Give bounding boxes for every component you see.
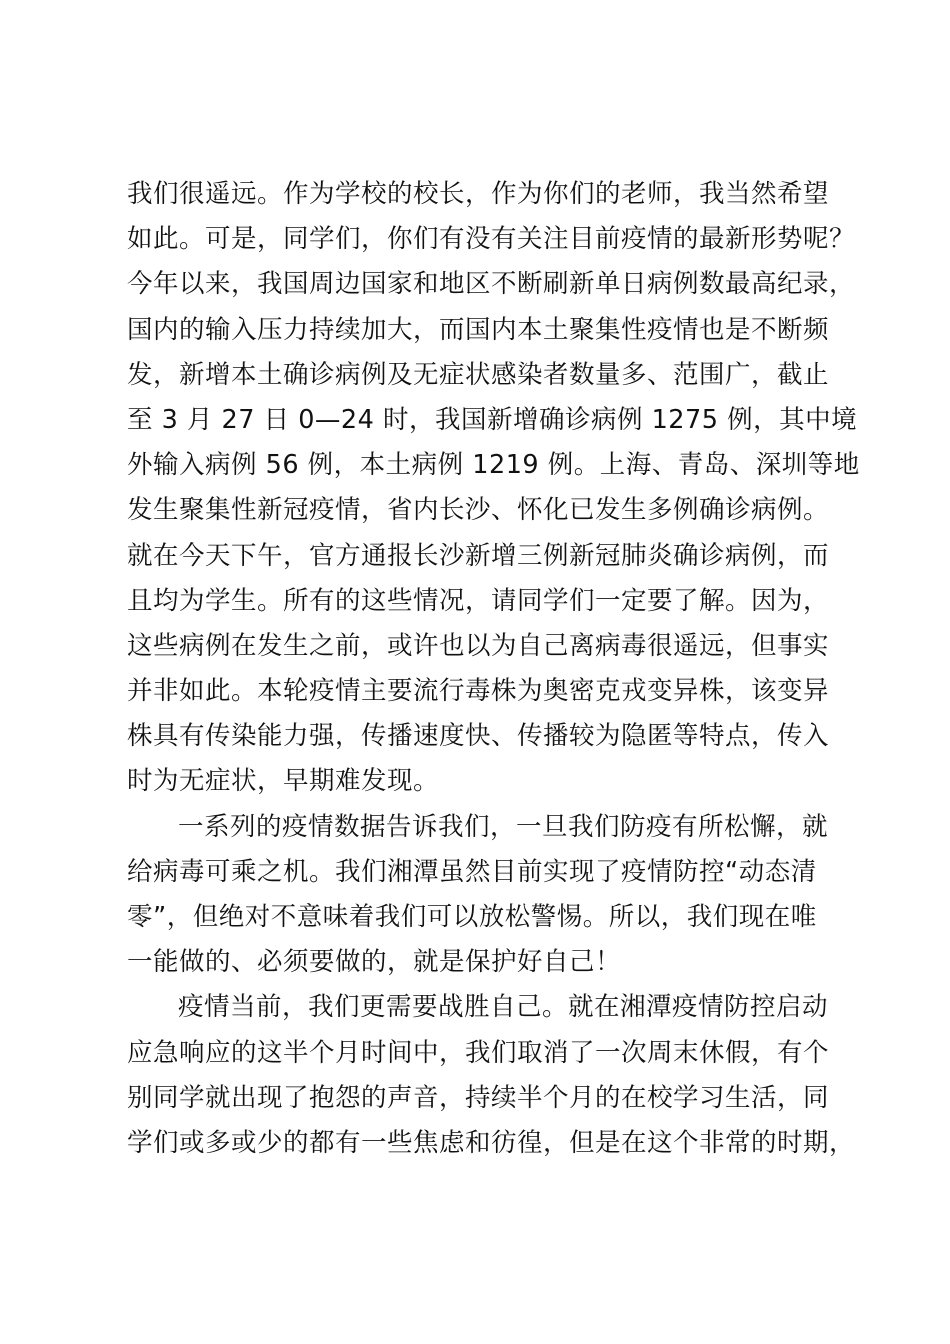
text-line: 且均为学生。所有的这些情况，请同学们一定要了解。因为， [127,585,830,616]
text-line: 我们很遥远。作为学校的校长，作为你们的老师，我当然希望 [127,179,830,209]
text-line: 今年以来，我国周边国家和地区不断刷新单日病例数最高纪录， [127,269,856,300]
text-line: 外输入病例 56 例，本土病例 1219 例。上海、青岛、深圳等地 [127,450,860,481]
text-line: 并非如此。本轮疫情主要流行毒株为奥密克戎变异株，该变异 [127,676,830,707]
text-line: 应急响应的这半个月时间中，我们取消了一次周末休假，有个 [127,1037,830,1068]
text-line: 就在今天下午，官方通报长沙新增三例新冠肺炎确诊病例，而 [127,540,830,571]
text-line: 一能做的、必须要做的，就是保护好自己！ [127,947,622,978]
paragraph [127,172,860,805]
text-line: 这些病例在发生之前，或许也以为自己离病毒很遥远，但事实 [127,630,830,661]
text-line: 别同学就出现了抱怨的声音，持续半个月的在校学习生活，同 [127,1082,830,1113]
text-line: 国内的输入压力持续加大，而国内本土聚集性疫情也是不断频 [127,314,830,345]
text-line: 给病毒可乘之机。我们湘潭虽然目前实现了疫情防控“动态清 [127,856,817,887]
body-text [127,172,860,1166]
text-line: 一系列的疫情数据告诉我们，一旦我们防疫有所松懈，就 [178,811,829,842]
paragraph [127,805,857,986]
text-line: 零”，但绝对不意味着我们可以放松警惕。所以，我们现在唯 [127,902,817,932]
text-line: 时为无症状，早期难发现。 [127,766,440,797]
text-line: 疫情当前，我们更需要战胜自己。就在湘潭疫情防控启动 [178,992,829,1023]
text-line: 株具有传染能力强，传播速度快、传播较为隐匿等特点，传入 [127,721,830,752]
paragraph [127,985,857,1166]
text-line: 发，新增本土确诊病例及无症状感染者数量多、范围广，截止 [127,359,830,390]
text-line: 发生聚集性新冠疫情，省内长沙、怀化已发生多例确诊病例。 [127,495,830,526]
text-line: 学们或多或少的都有一些焦虑和彷徨，但是在这个非常的时期， [127,1127,856,1158]
text-line: 至 3 月 27 日 0—24 时，我国新增确诊病例 1275 例，其中境 [127,404,858,435]
text-line: 如此。可是，同学们，你们有没有关注目前疫情的最新形势呢？ [127,224,856,255]
